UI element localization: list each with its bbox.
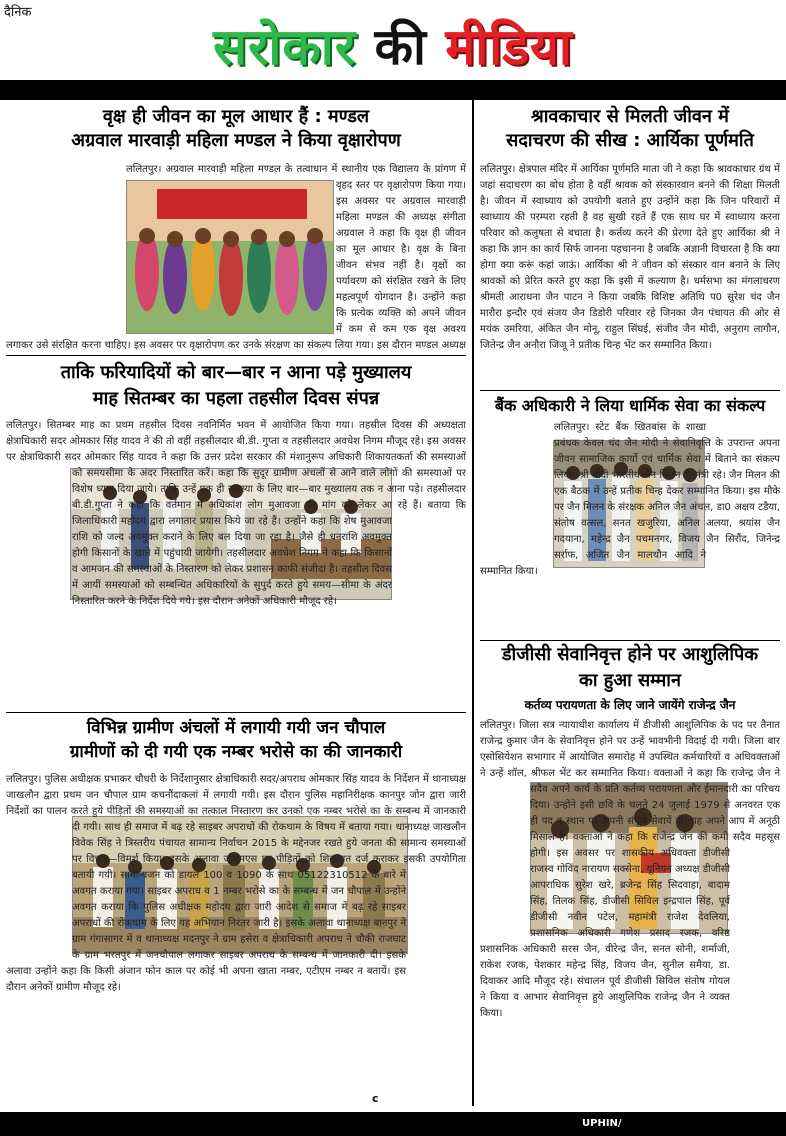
article1-divider	[6, 355, 466, 356]
article1-headline-line1: वृक्ष ही जीवन का मूल आधार हैं : मण्डल	[102, 106, 370, 127]
article6-headline-line1: विभिन्न ग्रामीण अंचलों में लगायी गयी जन चौपाल	[86, 718, 386, 738]
article5-headline-line2: का हुआ सम्मान	[579, 670, 681, 691]
article4-divider	[480, 640, 780, 641]
column-divider	[472, 100, 474, 1106]
article6-body: ललितपुर। पुलिस अधीक्षक प्रभाकर चौधरी के निर्देशानुसार क्षेत्राधिकारी सदर/अपराध ओमकार सिंह यादव के निर्देशन में थानाध्यक्ष जाखलौन द्वारा प्रथम जन चौपाल ग्राम कचनौंदाकलां में लगायी गयी। इस दौरान पुलिस महानिरीक्षक कानपुर जोन द्वारा जारी निर्देशों का पालन करते हुये पीड़ितों की समस्याओं का तत्काल निस्तारण कर उनको एक नम्बर भरोसे का के सम्बन्ध में जानकारी दी गयी। साथ ही समाज में बढ़ रहे साइबर अपराधों की रोकथाम के विषय में बताया गया। थानाध्यक्ष जाखलौन विवेक सिंह ने त्रिस्तरीय पंचायत सामान्य निर्वाचन 2015 के मद्देनजर रखते हुये जनता की सामान्य समस्याओं पर विचार—विमर्श किया। इसके अलावा जीएमएस पर पीड़ितों को शिकायत दर्ज कराकर इसकी उपयोगिता बतायी गयी। सामान्यजन को डायल 100 व 1090 के साथ 05122310512 के बारे में अवगत कराया गया। साइबर अपराध व 1 नम्बर भरोसे का के सम्बन्ध में जन चौपाल में उन्होंने अवगत कराया कि पुलिस अधीक्षक महोदय द्वारा जारी आदेश से समाज में बढ़ रहे साइबर अपराधों की रोकथाम के लिए यह अभियान निरंतर जारी है। इसके अलावा थानाध्यक्ष बानपुर ने ग्राम गंगासागर में व थानाध्यक्ष मदनपुर ने ग्राम हसेरा व क्षेत्राधिकारी अपराध ने चौकी राजघाट के ग्राम भरतपुर में जनचौपाल लगाकर साइबर अपराध के सम्बन्ध में जानकारी दी। इसके अलावा उन्होंने कहा कि किसी अंजान फोन काल पर कोई भी अपना खाता नम्बर, एटीएम नम्बर न बतायें। इस दौरान अनेकों ग्रामीण मौजूद रहे।	[6, 774, 466, 993]
page-marker: c	[372, 1092, 379, 1105]
article2-headline-line2: सदाचरण की सीख : आर्यिका पूर्णमति	[506, 130, 754, 151]
footer-imprint: UPHIN/	[582, 1118, 622, 1129]
article6-headline-line2: ग्रामीणों को दी गयी एक नम्बर भरोसे का की जानकारी	[69, 742, 403, 762]
article3-divider	[6, 712, 466, 713]
article4-body: ललितपुर। स्टेट बैंक खितबांस के शाखा प्रबंधक केवल चंद जैन मोदी ने सेवानिवृत्ति के उपरान्त अपना जीवन सामाजिक कार्यो एवं धार्मिक सेवा में बिताने का संकल्प लिया। श्री मोदी भारतीय जैन मिलन के मंत्री रहे। जैन मिलन की एक बैठक में उन्हें प्रतीक चिन्ह देकर सम्मानित किया। इस मौके पर जैन मिलन के संरक्षक अनिल जैन अंचल, डा0 अक्षय टडैया, संतोष वत्सल, सनत खजुरिया, अनिल अलया, श्रयांस जैन गदयाना, महेन्द्र जैन पचमनगर, विजय जैन सिरौंद, जिनेन्द्र सर्राफ, अजित जैन मालथौन आदि ने सम्मानित किया।	[480, 422, 780, 577]
article1-body: ललितपुर। अग्रवाल मारवाड़ी महिला मण्डल के तत्वाधान में स्थानीय एक विद्यालय के प्रांगण में वृहद स्तर पर वृक्षारोपण किया गया। इस अवसर पर अग्रवाल मारवाड़ी महिला मण्डल की अध्यक्ष संगीता अग्रवाल ने कहा कि वृक्ष ही जीवन का मूल आधार है। वृक्ष के बिना जीवन संभव नहीं है। वृक्षों का पर्यावरण को संरक्षित रखने के लिए महत्वपूर्ण योगदान है। उन्होंने कहा कि प्रत्येक व्यक्ति को अपने जीवन में कम से कम एक वृक्ष अवश्य लगाकर उसे संरक्षित करना चाहिए। इस अवसर पर वृक्षारोपण कर उनके संरक्षण का संकल्प लिया गया। इस दौरान मण्डल अध्यक्ष	[6, 164, 466, 351]
edition-label: दैनिक	[4, 5, 32, 20]
masthead-part1: सरोकार	[213, 18, 357, 76]
article2-headline-line1: श्रावकाचार से मिलती जीवन में	[531, 106, 729, 127]
article5-body: ललितपुर। जिला सत्र न्यायाधीश कार्यालय में डीजीसी आशुलिपिक के पद पर तैनात राजेन्द्र कुमार जैन के सेवानिवृत्त होने पर उन्हें भावभीनी विदाई दी गयी। जिला बार एसोसियेशन सभागार में आयोजित समारोह में उपस्थित कर्मचारियों व अधिवक्ताओं ने उन्हें शॉल, श्रीफल भेंट कर सम्मानित किया। वक्ताओं ने कहा कि राजेन्द्र जैन ने सदैव अपने कार्य के प्रति कर्तव्य परायणता और ईमानदारी का परिचय दिया। उन्होंने इसी छवि के चलते 24 जुलाई 1979 से अनवरत एक ही पद व स्थान पर अपनी संपूर्ण सेवायें दीं। यह अपने आप में अनूठी मिसाल है। वक्ताओं ने कहा कि राजेन्द्र जैन की कमी सदैव महसूस होगी। इस अवसर पर शासकीय अधिवक्ता डीजीसी राजस्व गोविंद नारायण सक्सेना, यूनियन अध्यक्ष डीजीसी आपराधिक सुरेश खरे, ब्रजेन्द्र सिंह सिदवाहा, बादाम सिंह, तिलक सिंह, डीजीसी सिविल इन्द्रपाल सिंह, पूर्व डीजीसी नवीन पटेल, महामंत्री राजेश देवलिया, प्रशासनिक अधिकारी गणेश प्रसाद रजक, वरिष्ठ प्रशासनिक अधिकारी सरस जैन, वीरेन्द्र जैन, सनत सोनी, शर्माजी, राकेश रजक, पेशकार महेन्द्र सिंह, विजय जैन, सुनील समैया, डा. दिवाकर आदि मौजूद रहे। संचालन पूर्व डीजीसी सिविल संतोष गोयल ने किया व आभार सेवानिवृत्त हुये आशुलिपिक राजेन्द्र जैन ने व्यक्त किया।	[480, 720, 780, 1019]
article2-divider	[480, 390, 780, 391]
article1-headline-line2: अग्रवाल मारवाड़ी महिला मण्डल ने किया वृक्षारोपण	[71, 130, 401, 151]
article3-headline-line1: ताकि फरियादियों को बार—बार न आना पड़े मुख्यालय	[60, 362, 412, 383]
masthead-part2: की	[374, 18, 427, 76]
header-divider-bar	[0, 80, 786, 100]
footer-bar	[0, 1112, 786, 1136]
article5-headline-line1: डीजीसी सेवानिवृत्त होने पर आशुलिपिक	[501, 644, 759, 665]
masthead-part3: मीडिया	[445, 18, 573, 76]
article5-subheadline: कर्तव्य परायणता के लिए जाने जायेंगे राजेन्द्र जैन	[524, 698, 736, 712]
article4-headline: बैंक अधिकारी ने लिया धार्मिक सेवा का संकल्प	[494, 396, 766, 415]
article2-body: ललितपुर। क्षेत्रपाल मंदिर में आर्यिका पूर्णमति माता जी ने कहा कि श्रावकाचार ग्रंथ में जहां सदाचरण का बोध होता है वहीं श्रावक को संस्कारवान बनने की शिक्षा मिलती है। जीवन में स्वाध्याय को उपयोगी बताते हुए उन्होंने कहा कि जिन परिवारों में स्वाध्याय की परम्परा रहती है वह सुखी रहते हैं एक साथ घर में स्वाध्याय करना परिवार को कलुषता से बचाता है। कर्तव्य करने की प्रेरणा देते हुए आर्यिका श्री ने कहा कि ज्ञान का कार्य सिर्फ जानना पहचानना है जबकि अज्ञानी विचारता है कि क्या होगा क्या करूं कहां जाऊं। आर्यिका श्री ने जीवन को संस्कार वान बनाने के लिए श्रावकों को प्रेरित करते हुए कहा कि इसी में कल्याण है। धर्मसभा का मंगलाचरण श्रीमती आराधना जैन पाटन ने किया जबकि विशिष्ट अतिथि प0 सुरेश चंद जैन मारौरा इन्दौर एवं संजय जैन डिडोरी परिवार रहे जिनका जैन पंचायत की ओर से मयंक उमरिया, अंकित जैन मोनू, राहुल सिंघई, संजीव जैन मोदी, अनुराग लागौन, जितेन्द्र जैन अनौरा जिजू ने प्रतीक चिन्ह भेंट कर सम्मानित किया।	[480, 164, 780, 351]
article3-body: ललितपुर। सितम्बर माह का प्रथम तहसील दिवस नवनिर्मित भवन में आयोजित किया गया। तहसील दिवस की अध्यक्षता क्षेत्राधिकारी सदर ओमकार सिंह यादव ने की तो वहीं तहसीलदार बी.डी. गुप्ता व तहसीलदार अवधेश निगम मौजूद रहे। इस अवसर पर क्षेत्राधिकारी सदर ओमकार सिंह यादव ने कहा कि उत्तर प्रदेश सरकार की मंशानुरूप अधिकारी शिकायतकर्ता की समस्याओं को समयसीमा के अंदर निस्तारित करें। कहा कि सुदूर ग्रामीण अंचलों से आने वाले लोगों की समस्याओं पर विशेष ध्यान दिया जाये। ताकि उन्हें एक ही समस्या के लिए बार—बार मुख्यालय तक न आना पड़े। तहसीलदार बी.डी.गुप्ता ने कहा कि वर्तमान में अधिकांश लोग मुआवजा की मांग को लेकर आ रहे हैं। बताया कि जिलाधिकारी महोदय द्वारा लगातार प्रयास किये जा रहे हैं। उन्होंने कहा कि शेष मुआवजा राशि को जल्द अवमुक्त कराने के लिए बल दिया जा रहा है। जैसे ही धनराशि अवमुक्त होगी किसानों के खाते में पहुंचायी जायेगी। तहसीलदार अवधेश निगम ने कहा कि किसानों व आमजन की समस्याओं के निस्तारण को लेकर प्रशासन काफी संजीदा है। तहसील दिवस में आयीं समस्याओं को सम्बन्धित अधिकारियों के सुपुर्द करते हुये समय—सीमा के अंदर निस्तारित करने के निर्देश दिये गये। इस दौरान अनेकों अधिकारी मौजूद रहे।	[6, 420, 466, 607]
masthead-title	[0, 16, 786, 78]
article3-headline-line2: माह सितम्बर का पहला तहसील दिवस संपन्न	[92, 388, 380, 409]
